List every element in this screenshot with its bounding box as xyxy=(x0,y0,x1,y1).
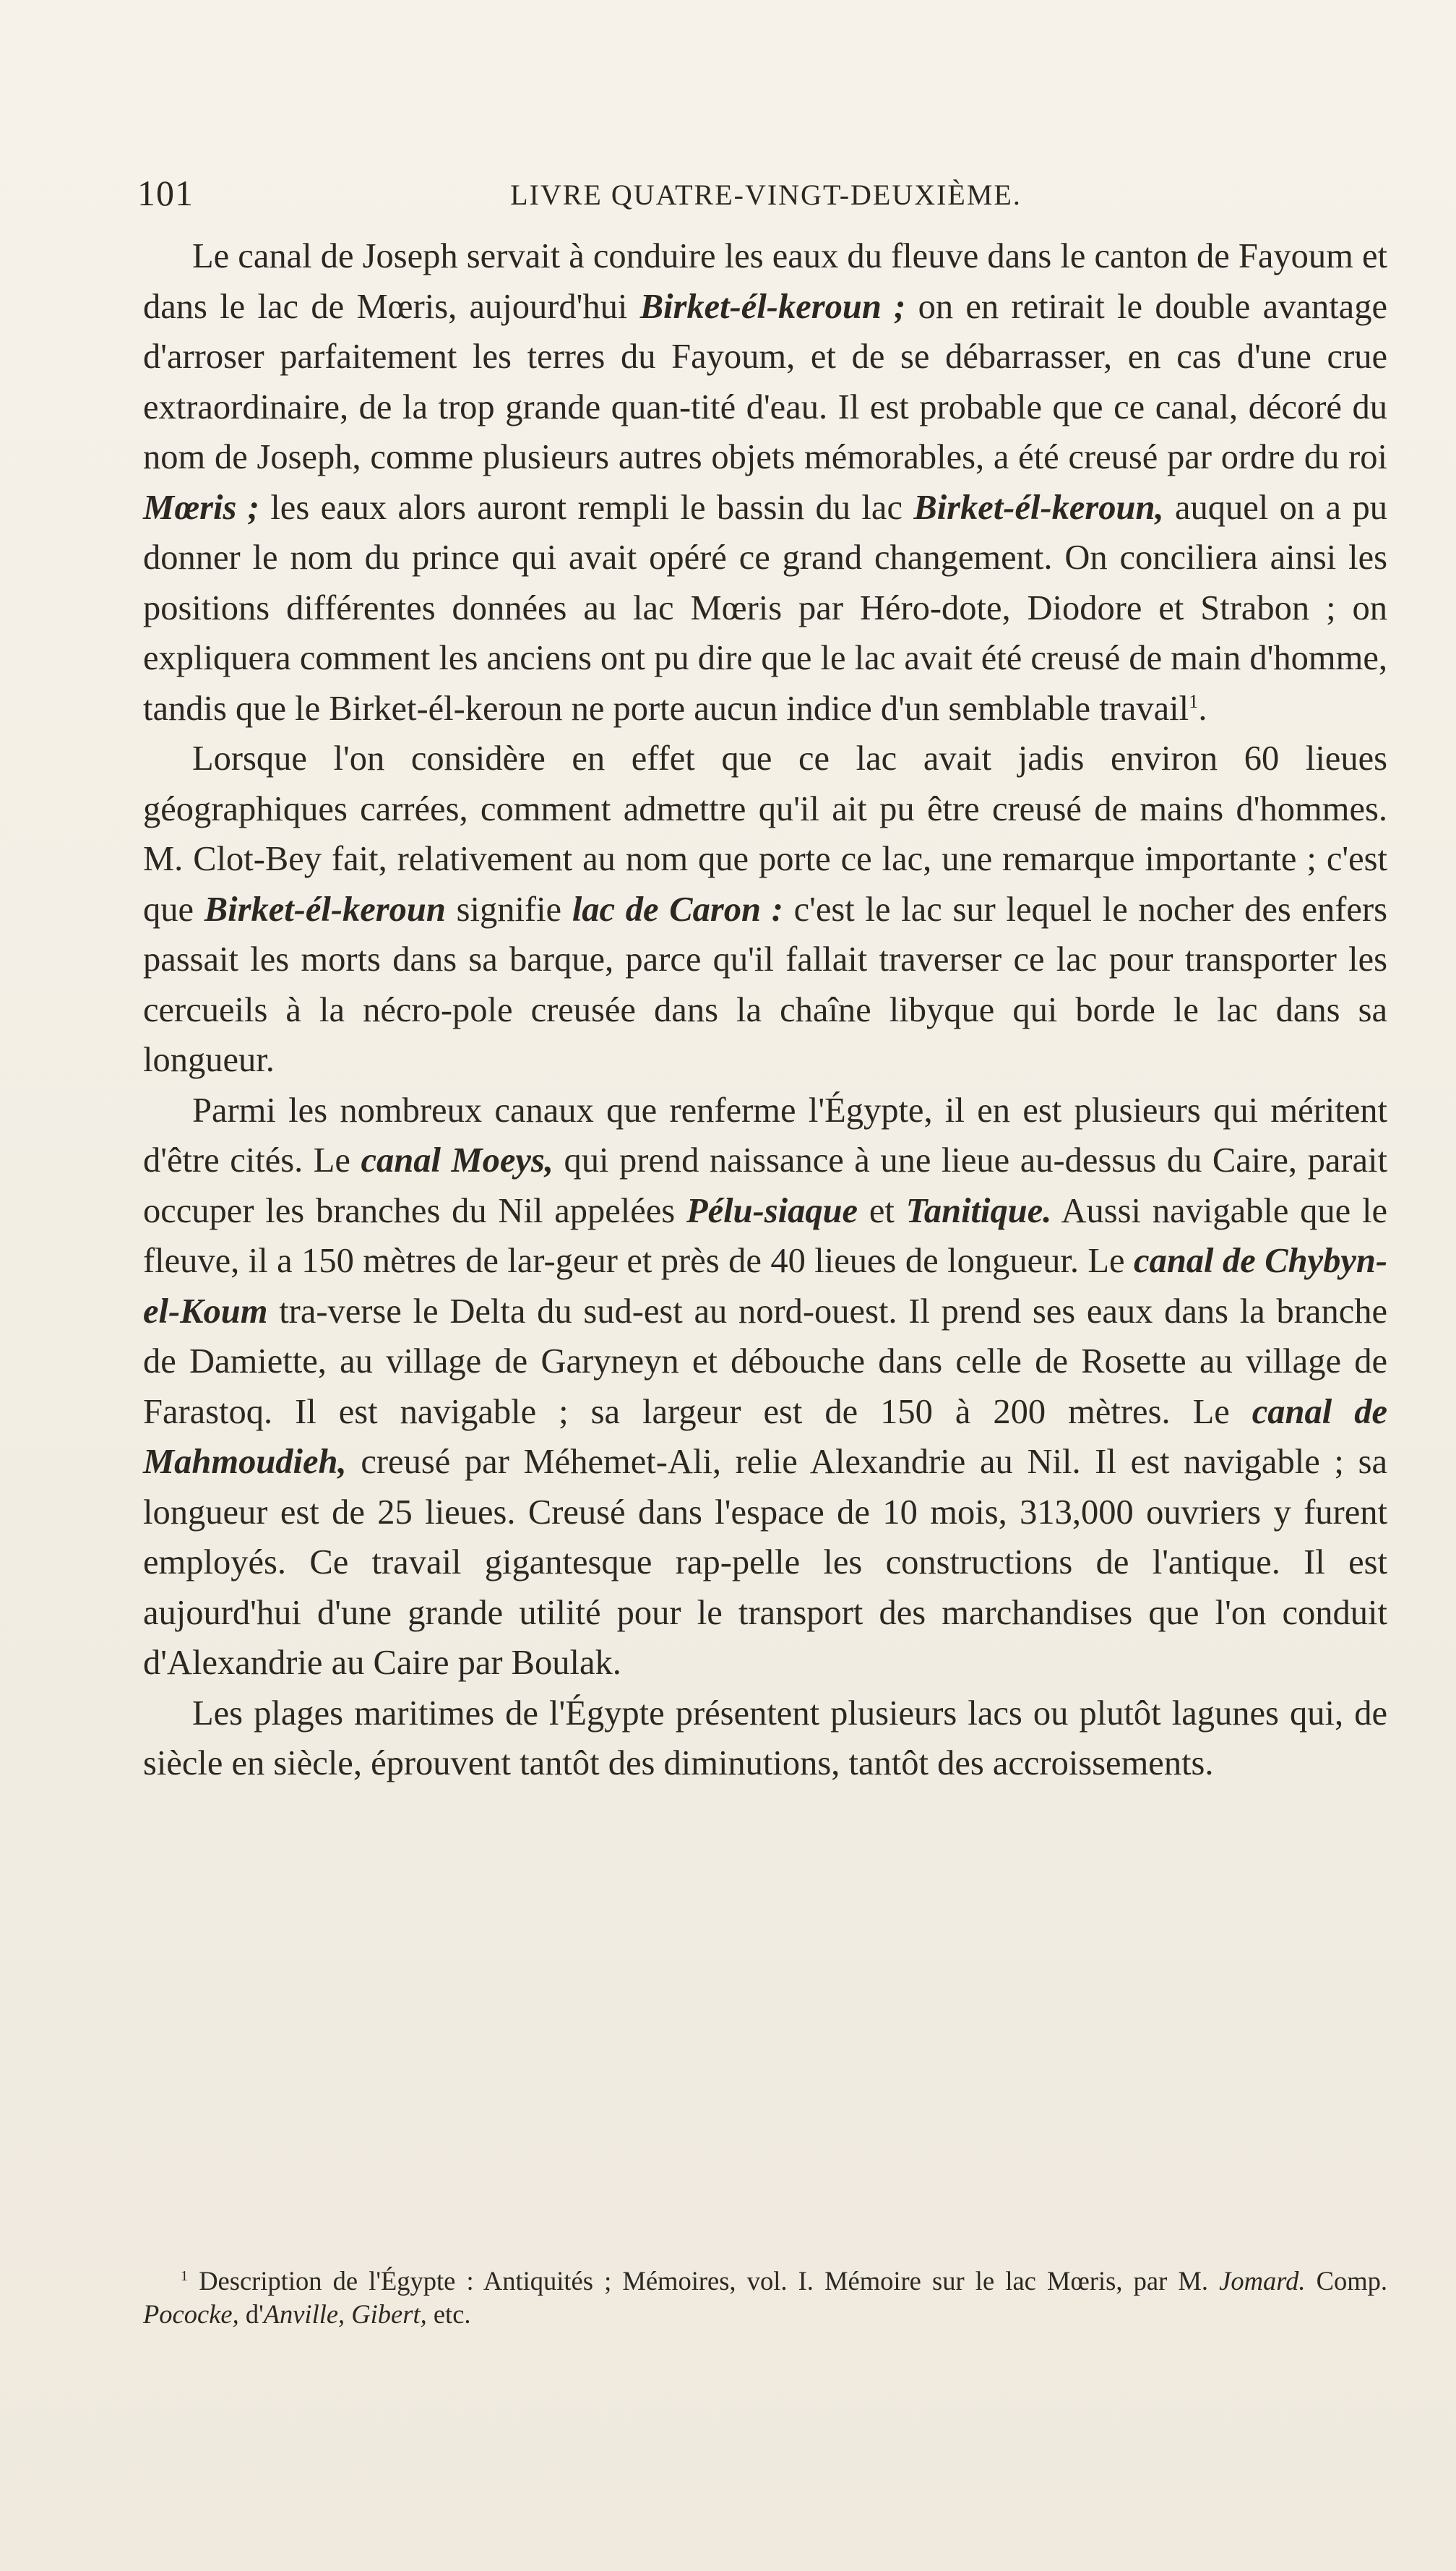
italic-run: Birket-él-keroun xyxy=(204,890,446,929)
italic-run: canal de Chybyn-el-Koum xyxy=(143,1242,1387,1331)
text-run: Description de l'Égypte : Antiquités ; Mémoires, vol. I. Mémoire sur le lac Mœris, par M. xyxy=(188,2266,1220,2296)
italic-run: canal Moeys, xyxy=(361,1141,553,1180)
italic-run: Birket-él-keroun, xyxy=(913,488,1164,527)
italic-run: Jomard. xyxy=(1219,2266,1306,2296)
italic-run: canal de Mahmoudieh, xyxy=(143,1392,1387,1481)
text-run: qui prend naissance à une lieue au-dessus du Caire, parait occuper les branches du Nil appelées xyxy=(143,1141,1387,1230)
text-run: signifie xyxy=(445,890,572,929)
italic-run: Pélu-siaque xyxy=(686,1191,858,1230)
italic-run: Mœris ; xyxy=(143,488,259,527)
text-run: Aussi navigable que le fleuve, il a 150 mètres de lar-geur et près de 40 lieues de longueur. Le xyxy=(143,1191,1387,1280)
paragraph-4 xyxy=(143,1688,1387,1789)
italic-run: Anville, Gibert, xyxy=(263,2299,427,2329)
text-run: tra-verse le Delta du sud-est au nord-ouest. Il prend ses eaux dans la branche de Damiette, au village de Garyneyn et débouche dans celle de Rosette au village de Farastoq. Il est navigable ; sa largeur est de 150 à 200 mètres. Le xyxy=(143,1292,1387,1431)
italic-run: lac de Caron : xyxy=(572,890,783,929)
running-head: LIVRE QUATRE-VINGT-DEUXIÈME. xyxy=(510,179,1022,211)
text-run: Comp. xyxy=(1305,2266,1387,2296)
main-text xyxy=(143,231,1387,1789)
footnote xyxy=(143,2265,1387,2331)
italic-run: Birket-él-keroun ; xyxy=(639,287,906,326)
text-run: Le canal de Joseph servait à conduire les eaux du fleuve dans le canton de Fayoum et dans le lac de Mœris, aujourd'hui xyxy=(143,237,1387,326)
text-run: auquel on a pu donner le nom du prince qui avait opéré ce grand changement. On conciliera ainsi les positions différentes données au lac Mœris par Héro-dote, Diodore et Strabon ; on expliquera comment les anciens ont pu dire que le lac avait été creusé de main d'homme, tandis que le Birket-él-keroun ne porte aucun indice d'un semblable travail xyxy=(143,488,1387,728)
text-run: on en retirait le double avantage d'arroser parfaitement les terres du Fayoum, et de se débarrasser, en cas d'une crue extraordinaire, de la trop grande quan-tité d'eau. Il est probable que ce canal, décoré du nom de Joseph, comme plusieurs autres objets mémorables, a été creusé par ordre du roi xyxy=(143,287,1387,476)
text-run: . xyxy=(1198,689,1207,728)
page-header xyxy=(137,172,1395,223)
footnote-reference[interactable]: 1 xyxy=(1189,690,1199,712)
paragraph-1 xyxy=(143,231,1387,734)
text-run: creusé par Méhemet-Ali, relie Alexandrie au Nil. Il est navigable ; sa longueur est de 25 lieues. Creusé dans l'espace de 10 mois, 313,000 ouvriers y furent employés. Ce travail gigantesque rap-pelle les constructions de l'antique. Il est aujourd'hui d'une grande utilité pour le transport des marchandises que l'on conduit d'Alexandrie au Caire par Boulak. xyxy=(143,1443,1387,1682)
text-run: Parmi les nombreux canaux que renferme l'Égypte, il en est plusieurs qui méritent d'être cités. Le xyxy=(143,1091,1387,1180)
text-run: etc. xyxy=(426,2299,471,2329)
italic-run: Pococke, xyxy=(143,2299,239,2329)
text-run: et xyxy=(858,1191,906,1230)
text-run: les eaux alors auront rempli le bassin du lac xyxy=(259,488,914,527)
paragraph-2 xyxy=(143,734,1387,1086)
footnote-marker: 1 xyxy=(181,2267,189,2284)
italic-run: Tanitique. xyxy=(905,1191,1052,1230)
text-run: d' xyxy=(238,2299,264,2329)
footnote-1 xyxy=(143,2265,1387,2331)
text-run: Lorsque l'on considère en effet que ce lac avait jadis environ 60 lieues géographiques carrées, comment admettre qu'il ait pu être creusé de mains d'hommes. M. Clot-Bey fait, relativement au nom que porte ce lac, une remarque importante ; c'est que xyxy=(143,739,1387,929)
text-run: c'est le lac sur lequel le nocher des enfers passait les morts dans sa barque, parce qu'il fallait traverser ce lac pour transporter les cercueils à la nécro-pole creusée dans la chaîne libyque qui borde le lac dans sa longueur. xyxy=(143,890,1387,1079)
page-number: 101 xyxy=(137,173,194,213)
text-run: Les plages maritimes de l'Égypte présentent plusieurs lacs ou plutôt lagunes qui, de siècle en siècle, éprouvent tantôt des diminutions, tantôt des accroissements. xyxy=(143,1694,1387,1782)
paragraph-3 xyxy=(143,1086,1387,1688)
